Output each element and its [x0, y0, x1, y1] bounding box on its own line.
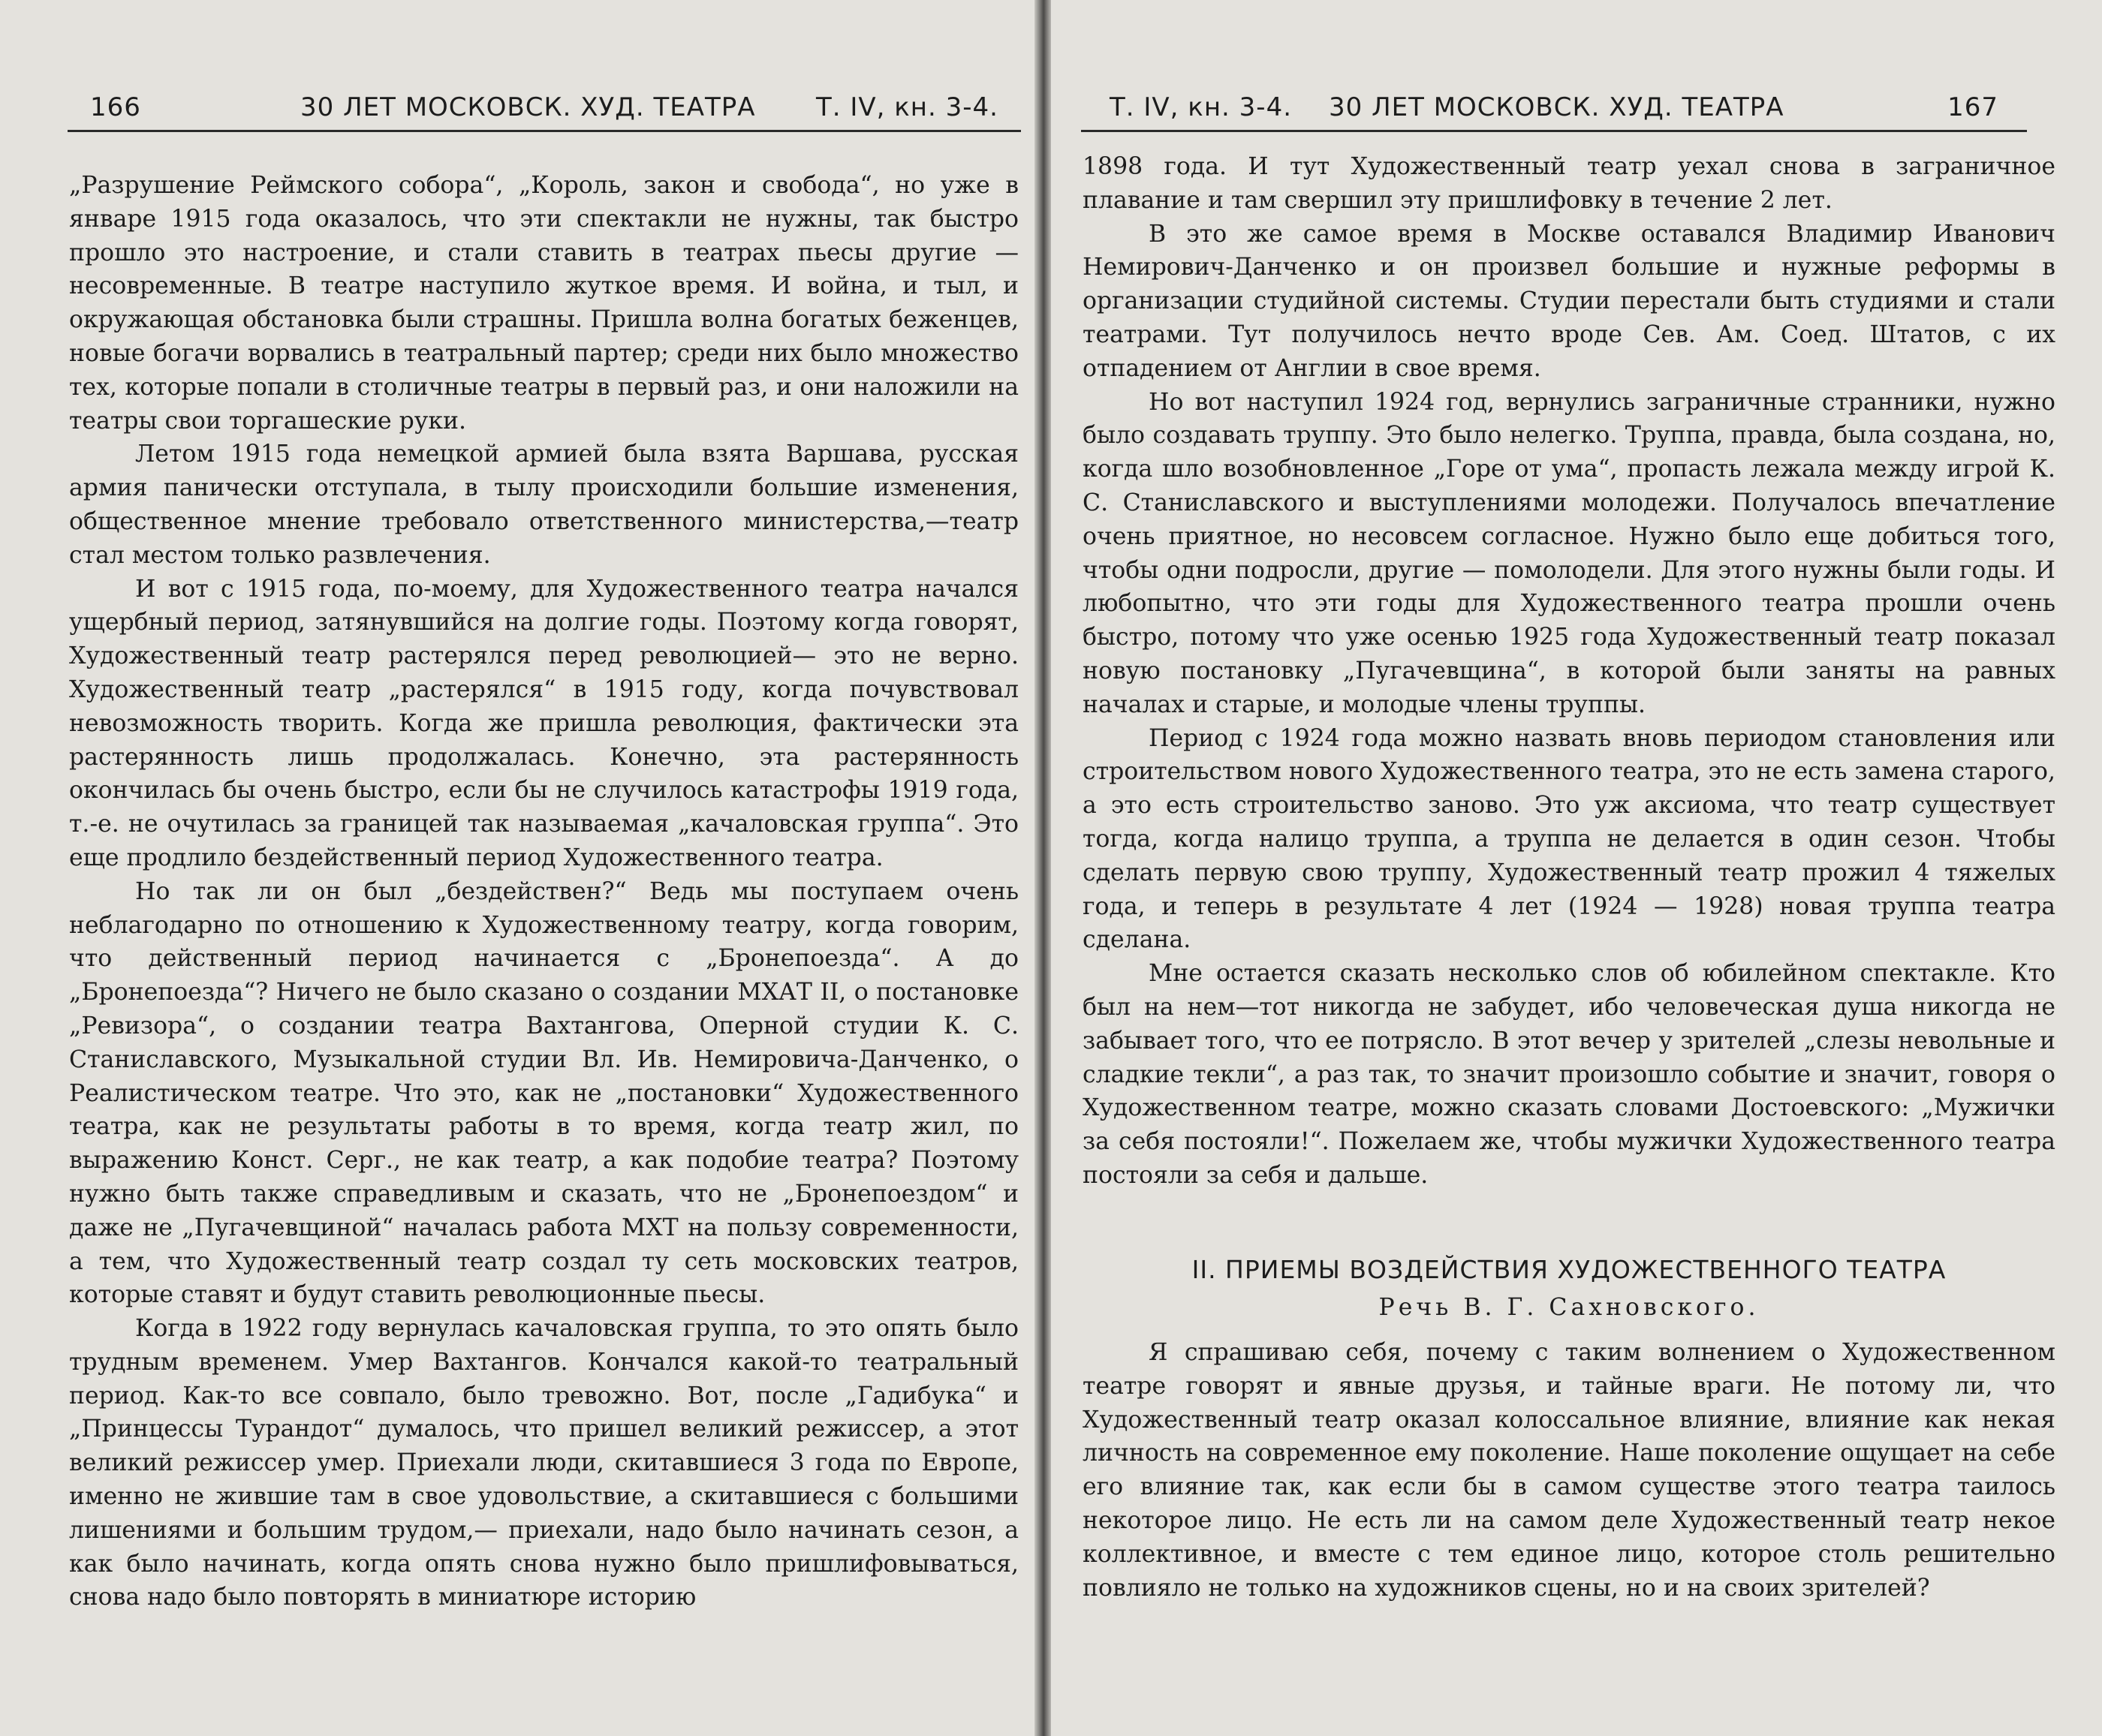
right-page-text-layer — [1051, 0, 2102, 1736]
left-page-body — [69, 169, 1019, 1614]
paragraph: И вот с 1915 года, по-моему, для Художественного театра начался ущербный период, затянувшийся на долгие годы. Поэтому когда говорят, Художественный театр растерялся перед революцией— это не верно. Художественный театр „растерялся“ в 1915 году, когда почувствовал невозможность творить. Когда же пришла революция, фактически эта растерянность лишь продолжалась. Конечно, эта растерянность окончилась бы очень быстро, если бы не случилось катастрофы 1919 года, т.-е. не очутилась за границей так называемая „качаловская группа“. Это еще продлило бездейственный период Художественного театра. — [69, 575, 1019, 871]
paragraph: Но так ли он был „бездействен?“ Ведь мы поступаем очень неблагодарно по отношению к Художественному театру, когда говорим, что действенный период начинается с „Бронепоезда“. А до „Бронепоезда“? Ничего не было сказано о создании МХАТ II, о постановке „Ревизора“, о создании театра Вахтангова, Оперной студии К. С. Станиславского, Музыкальной студии Вл. Ив. Немировича-Данченко, о Реалистическом театре. Что это, как не „постановки“ Художественного театра, как не результаты работы в то время, когда театр жил, по выражению Конст. Серг., не как театр, а как подобие театра? Поэтому нужно быть также справедливым и сказать, что не „Бронепоездом“ и даже не „Пугачевщиной“ началась работа МХТ на пользу современности, а тем, что Художественный театр создал ту сеть московских театров, которые ставят и будут ставить революционные пьесы. — [69, 877, 1019, 1309]
running-title: 30 ЛЕТ МОСКОВСК. ХУД. ТЕАТРА — [300, 92, 756, 122]
volume-info: Т. IV, кн. 3-4. — [815, 92, 998, 122]
page-number: 167 — [1947, 92, 1998, 122]
section-subheading: Речь В. Г. Сахновского. — [1378, 1294, 1760, 1321]
page-number: 166 — [90, 92, 141, 122]
paragraph: Когда в 1922 году вернулась качаловская группа, то это опять было трудным временем. Умер Вахтангов. Кончался какой-то театральный период. Как-то все совпало, было тревожно. Вот, после „Гадибука“ и „Принцессы Турандот“ думалось, что пришел великий режиссер, а этот великий режиссер умер. Приехали люди, скитавшиеся 3 года по Европе, именно не жившие там в свое удовольствие, а скитавшиеся с большими лишениями и большим трудом,— приехали, надо было начинать сезон, а как было начинать, когда опять снова нужно было пришлифовываться, снова надо было повторять в миниатюре историю — [69, 1315, 1019, 1611]
paragraph: Я спрашиваю себя, почему с таким волнением о Художественном театре говорят и явные друзья, и тайные враги. Не потому ли, что Художественный театр оказал колоссальное влияние, влияние как некая личность на современное ему поколение. Наше поколение ощущает на себе его влияние так, как если бы в самом существе этого театра таилось некоторое лицо. Не есть ли на самом деле Художественный театр некое коллективное, и вместе с тем единое лицо, которое столь решительно повлияло не только на художников сцены, но и на своих зрителей? — [1083, 1339, 2055, 1602]
paragraph: Летом 1915 года немецкой армией была взята Варшава, русская армия панически отступала, в тылу происходили большие изменения, общественное мнение требовало ответственного министерства,—театр стал местом только развлечения. — [69, 441, 1019, 569]
paragraph: Мне остается сказать несколько слов об юбилейном спектакле. Кто был на нем—тот никогда не забудет, ибо человеческая душа никогда не забывает того, что ее потрясло. В этот вечер у зрителей „слезы невольные и сладкие текли“, а раз так, то значит произошло событие и значит, говоря о Художественном театре, можно сказать словами Достоевского: „Мужички за себя постояли!“. Пожелаем же, чтобы мужички Художественного театра постояли за себя и дальше. — [1083, 960, 2055, 1189]
paragraph: В это же самое время в Москве оставался Владимир Иванович Немирович-Данченко и он произвел большие и нужные реформы в организации студийной системы. Студии перестали быть студиями и стали театрами. Тут получилось нечто вроде Сев. Ам. Соед. Штатов, с их отпадением от Англии в свое время. — [1083, 220, 2055, 382]
paragraph: 1898 года. И тут Художественный театр уехал снова в заграничное плавание и там свершил эту пришлифовку в течение 2 лет. — [1083, 153, 2055, 214]
paragraph: Но вот наступил 1924 год, вернулись заграничные странники, нужно было создавать труппу. Это было нелегко. Труппа, правда, была создана, но, когда шло возобновленное „Горе от ума“, пропасть лежала между игрой К. С. Станиславского и выступлениями молодежи. Получалось впечатление очень приятное, но несовсем согласное. Нужно было еще добиться того, чтобы одни подросли, другие — помолодели. Для этого нужны были годы. И любопытно, что эти годы для Художественного театра прошли очень быстро, потому что уже осенью 1925 года Художественный театр показал новую постановку „Пугачевщина“, в которой были заняты на равных началах и старые, и молодые члены труппы. — [1083, 388, 2055, 718]
left-page — [0, 0, 1034, 1736]
right-page-body-top — [1083, 150, 2055, 1193]
section-heading: II. ПРИЕМЫ ВОЗДЕЙСТВИЯ ХУДОЖЕСТВЕННОГО ТЕАТРА — [1191, 1255, 1947, 1284]
paragraph: „Разрушение Реймского собора“, „Король, закон и свобода“, но уже в январе 1915 года оказалось, что эти спектакли не нужны, так быстро прошло это настроение, и стали ставить в театрах пьесы другие — несовременные. В театре наступило жуткое время. И война, и тыл, и окружающая обстановка были страшны. Пришла волна богатых беженцев, новые богачи ворвались в театральный партер; среди них было множество тех, которые попали в столичные театры в первый раз, и они наложили на театры свои торгашеские руки. — [69, 172, 1019, 435]
volume-info: Т. IV, кн. 3-4. — [1110, 92, 1293, 122]
left-page-header — [68, 71, 1021, 132]
paragraph: Период с 1924 года можно назвать вновь периодом становления или строительством нового Художественного театра, это не есть замена старого, а это есть строительство заново. Это уж аксиома, что театр существует тогда, когда налицо труппа, а труппа не делается в один сезон. Чтобы сделать первую свою труппу, Художественный театр прожил 4 тяжелых года, и теперь в результате 4 лет (1924 — 1928) новая труппа театра сделана. — [1083, 724, 2055, 954]
book-gutter — [1034, 0, 1051, 1736]
running-title: 30 ЛЕТ МОСКОВСК. ХУД. ТЕАТРА — [1329, 92, 1784, 122]
right-page-body-bottom — [1083, 1336, 2055, 1605]
